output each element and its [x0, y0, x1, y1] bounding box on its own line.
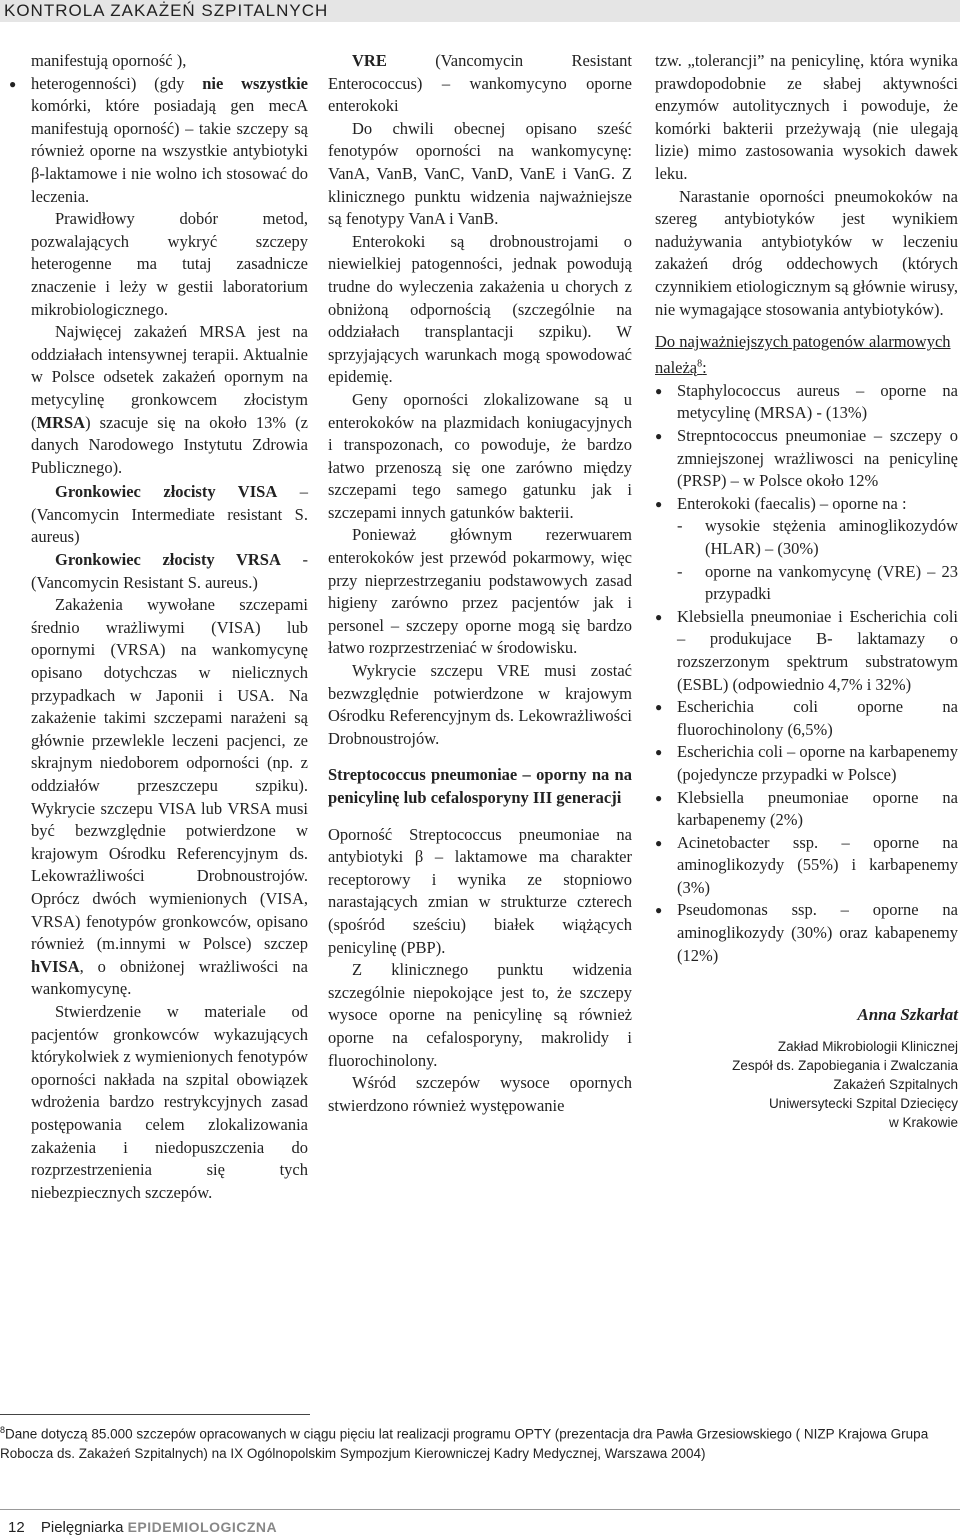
footnote: $^8$Dane dotyczą 85.000 szczepów opracowanych w ciągu pięciu lat realizacji programu OPTY (prezentacja dra Pawła Grzesiowskiego ( NIZP Krajowa Grupa Robocza ds. Zakażeń Szpitalnych) na IX Ogólnopolskim Sympozjum Kierowniczej Kadry Medycznej, Warszawa 2004): [0, 1425, 929, 1461]
paragraph: Do chwili obecnej opisano sześć fenotypów oporności na wankomycynę: VanA, VanB, VanC, VanD, VanE i VanG. Z klinicznego punktu widzenia najważniejsze są fenotypy VanA i VanB.: [328, 118, 632, 229]
paragraph: Ponieważ głównym rezerwuarem enterokoków jest przewód pokarmowy, więc przy nieprzestrzeganiu podstawowych zasad higieny zarówno przez pacjentów jak i personel – szczepy oporne mogą się bardzo łatwo rozprzestrzeniać w środowisku.: [328, 525, 632, 658]
section-title: KONTROLA ZAKAŻEŃ SZPITALNYCH: [4, 1, 329, 20]
list-item: ● Klebsiella pneumoniae i Escherichia coli – produkujace B- laktamazy o rozszerzonym spektrum substratowym (ESBL) (odpowiednio 4,7% i 32%): [655, 606, 958, 696]
sub-list-item: - wysokie stężenia aminoglikozydów (HLAR) – (30%): [655, 515, 958, 560]
page-number: 12: [8, 1519, 25, 1536]
paragraph: manifestują oporność ),: [31, 51, 187, 70]
list-item: ● Enterokoki (faecalis) – oporne na :: [655, 493, 958, 516]
paragraph: Z klinicznego punktu widzenia szczególnie niepokojące jest to, że szczepy wysoce oporne na penicylinę są również oporne na cefalosporyny, makrolidy i fluorochinolony.: [328, 960, 632, 1070]
author-affiliation: Zakład Mikrobiologii Klinicznej Zespół ds. Zapobiegania i Zwalczania Zakażeń Szpitalnych Uniwersytecki Szpital Dziecięcy w Krakowie: [732, 1039, 958, 1131]
list-item: ● Acinetobacter ssp. – oporne na aminoglikozydy (55%) i karbapenemy (3%): [655, 832, 958, 900]
column-3: [655, 50, 958, 1132]
paragraph: Stwierdzenie w materiale od pacjentów gronkowców wykazujących którykolwiek z wymienionych fenotypów oporności nakłada na szpital obowiązek wdrożenia bardzo restrykcyjnych zasad postępowania celem zlokalizowania zakażenia i niedopuszczenia do rozprzestrzenienia się tych niebezpiecznych szczepów.: [31, 1001, 308, 1202]
column-1: [31, 50, 308, 1204]
paragraph: Narastanie oporności pneumokoków na szereg antybiotyków jest wynikiem nadużywania antybiotyków w leczeniu zakażeń dróg oddechowych (których czynnikiem etiologicznym są głównie wirusy, nie wymagające stosowania antybiotyków).: [655, 186, 958, 319]
vrsa-heading: Gronkowiec złocisty VRSA - (Vancomycin Resistant S. aureus.): [31, 550, 308, 592]
paragraph: Zakażenia wywołane szczepami średnio wrażliwymi (VISA) lub opornymi (VRSA) na wankomycynę opisano dotychczas w nielicznych przypadkach w Japonii i USA. Na zakażenie takimi szczepami narażeni są głównie przewlekle leczeni pacjenci, ze skrajnym niedoborem odporności (np. z oddziałów przeszczepu szpiku). Wykrycie szczepu VISA lub VRSA musi być bezwzględnie potwierdzone w krajowym Ośrodku Referencyjnym ds. Lekowrażliwości Drobnoustrojów. Oprócz dwóch wymienionych (VISA, VRSA) fenotypów gronkowców, opisano również (m.innymi w Polsce) szczep hVISA, o obniżonej wrażliwości na wankomycynę.: [31, 595, 308, 999]
list-item: ● Escherichia coli oporne na fluorochinolony (6,5%): [655, 696, 958, 741]
list-item: ● Strepntococcus pneumoniae – szczepy o zmniejszonej wrażliwosci na penicylinę (PRSP) – w Polsce około 12%: [655, 425, 958, 493]
bullet-list: [9, 73, 308, 209]
magazine-prefix: Pielęgniarka: [40, 1519, 124, 1536]
vre-heading: VRE (Vancomycin Resistant Enterococcus) – wankomycyno oporne enterokoki: [328, 51, 632, 116]
paragraph: Geny oporności zlokalizowane są u enterokoków na plazmidach koniugacyjnych i transpozonach, co powoduje, że bardzo łatwo przenoszą się one zarówno między szczepami tego samego gatunku jak i szczepami innych gatunków bakterii.: [328, 389, 632, 522]
paragraph: Wykrycie szczepu VRE musi zostać bezwzględnie potwierdzone w krajowym Ośrodku Referencyjnym ds. Lekowrażliwości Drobnoustrojów.: [328, 661, 632, 748]
paragraph: Najwięcej zakażeń MRSA jest na oddziałach intensywnej terapii. Aktualnie w Polsce odsetek zakażeń opornym na metycylinę gronkowcem złocistym (MRSA) szacuje się na około 13% (z danych Narodowego Instytutu Zdrowia Publicznego).: [31, 322, 308, 477]
visa-heading: Gronkowiec złocisty VISA – (Vancomycin Intermediate resistant S. aureus): [31, 482, 308, 547]
author-name: Anna Szkarłat: [857, 1005, 958, 1025]
footnote-divider: [0, 1414, 310, 1415]
footer-divider: [0, 1509, 960, 1510]
paragraph: Oporność Streptococcus pneumoniae na antybiotyki β – laktamowe ma charakter receptorowy i wynika ze stopniowo narastających zmian w strukturze czterech (spośród sześciu) białek wiążących penicylinę (PBP).: [328, 824, 632, 957]
sub-list: [655, 515, 958, 605]
paragraph: Enterokoki są drobnoustrojami o niewielkiej patogenności, jednak powodują trudne do wyleczenia zakażenia u chorych z obniżoną odpornością (szczególnie na oddziałach transplantacji szpiku). W sprzyjających warunkach mogą spowodować epidemię.: [328, 231, 632, 387]
list-item: ● Pseudomonas ssp. – oporne na aminoglikozydy (30%) oraz kabapenemy (12%): [655, 899, 958, 967]
column-2: [328, 50, 632, 1117]
list-item: ● Staphylococcus aureus – oporne na metycylinę (MRSA) - (13%): [655, 380, 958, 425]
paragraph: Prawidłowy dobór metod, pozwalających wykryć szczepy heterogenne ma tutaj zasadnicze znaczenie i leży w gestii laboratorium mikrobiologicznego.: [31, 209, 308, 319]
list-item: ● heterogenności) (gdy nie wszystkie komórki, które posiadają gen mecA manifestują oporność) – takie szczepy są również oporne na wszystkie antybiotyki β-laktamowe i nie wolno ich stosować do leczenia.: [9, 73, 308, 209]
list-item: ● Klebsiella pneumoniae oporne na karbapenemy (2%): [655, 787, 958, 832]
list-item: ● Escherichia coli – oporne na karbapenemy (pojedyncze przypadki w Polsce): [655, 741, 958, 786]
list-heading: Do najważniejszych patogenów alarmowych należą$^8$:: [655, 332, 951, 378]
pathogen-list-continued: [655, 606, 958, 968]
magazine-name: EPIDEMIOLOGICZNA: [127, 1519, 278, 1535]
sub-list-item: - oporne na vankomycynę (VRE) – 23 przypadki: [655, 561, 958, 606]
page-footer: [8, 1519, 277, 1536]
section-heading: Streptococcus pneumoniae – oporny na na penicylinę lub cefalosporyny III generacji: [328, 765, 632, 807]
paragraph: Wśród szczepów wysoce opornych stwierdzono również występowanie: [328, 1073, 632, 1115]
paragraph: tzw. „tolerancji” na penicylinę, która wynika prawdopodobnie ze słabej aktywności enzymów autolitycznych i powoduje, że komórki bakterii przeżywają (nie ulegają lizie) mimo zastosowania wysokich dawek leku.: [655, 51, 958, 183]
pathogen-list: [655, 380, 958, 516]
